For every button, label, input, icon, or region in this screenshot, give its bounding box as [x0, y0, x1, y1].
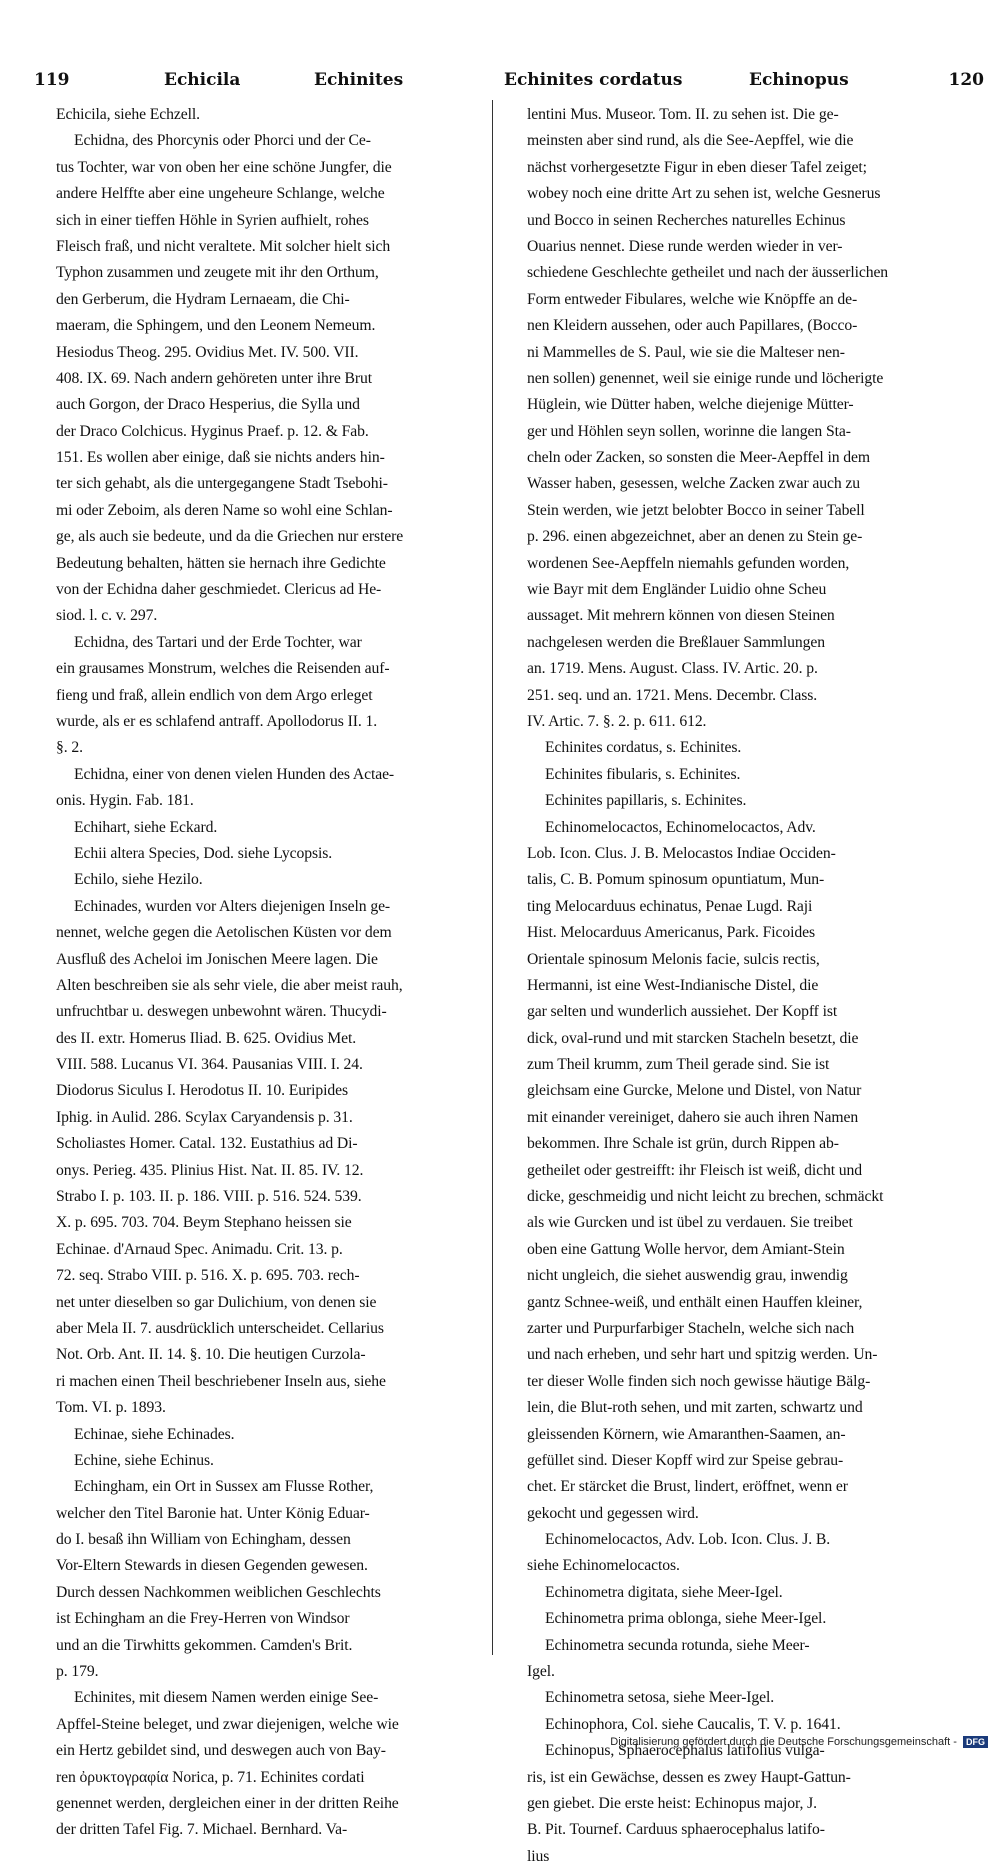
text-line: Echinites fibularis, s. Echinites. [545, 765, 741, 783]
text-line: aber Mela II. 7. ausdrücklich unterscheidet. Cellarius [56, 1319, 384, 1337]
text-line: Echinites papillaris, s. Echinites. [545, 792, 747, 810]
text-line: Scholiastes Homer. Catal. 132. Eustathius ad Di- [56, 1135, 358, 1153]
text-line: des II. extr. Homerus Iliad. B. 625. Ovidius Met. [56, 1029, 357, 1047]
text-line: ein grausames Monstrum, welches die Reisenden auf- [56, 660, 390, 678]
left-catchword-first: Echicila [164, 70, 241, 90]
text-line: ni Mammelles de S. Paul, wie sie die Malteser nen- [527, 343, 845, 361]
text-line: p. 179. [56, 1663, 99, 1681]
text-line: Echingham, ein Ort in Sussex am Flusse Rother, [74, 1478, 374, 1496]
text-line: oben eine Gattung Wolle hervor, dem Amiant-Stein [527, 1240, 845, 1258]
text-line: Echinades, wurden vor Alters diejenigen Inseln ge- [74, 897, 391, 915]
text-line: chet. Er stärcket die Brust, lindert, eröffnet, wenn er [527, 1478, 848, 1496]
text-line: do I. besaß ihn William von Echingham, dessen [56, 1531, 351, 1549]
text-line: Echilo, siehe Hezilo. [74, 871, 203, 889]
text-line: wobey noch eine dritte Art zu sehen ist, welche Gesnerus [527, 185, 881, 203]
text-line: als wie Gurcken und ist übel zu verdauen. Sie treibet [527, 1214, 853, 1232]
text-line: Echinomelocactos, Echinomelocactos, Adv. [545, 818, 816, 836]
text-line: der Draco Colchicus. Hyginus Praef. p. 12. & Fab. [56, 422, 369, 440]
text-line: ein Hertz gebildet sind, und deswegen auch von Bay- [56, 1742, 386, 1760]
text-line: nächst vorhergesetzte Figur in eben dieser Tafel zeiget; [527, 158, 867, 176]
text-line: Echinites cordatus, s. Echinites. [545, 739, 742, 757]
text-line: Orientale spinosum Melonis facie, sulcis rectis, [527, 950, 820, 968]
text-line: Echinometra digitata, siehe Meer-Igel. [545, 1583, 783, 1601]
text-line: Wasser haben, gesessen, welche Zacken zwar auch zu [527, 475, 861, 493]
text-line: Vor-Eltern Stewards in diesen Gegenden gewesen. [56, 1557, 368, 1575]
footer-credit-text: Digitalisierung gefördert durch die Deutsche Forschungsgemeinschaft - [610, 1736, 957, 1748]
dfg-logo: DFG [963, 1736, 988, 1748]
text-line: der dritten Tafel Fig. 7. Michael. Bernhard. Va- [56, 1821, 348, 1839]
text-line: Hesiodus Theog. 295. Ovidius Met. IV. 500. VII. [56, 343, 359, 361]
text-line: Echinometra prima oblonga, siehe Meer-Igel. [545, 1610, 827, 1628]
text-line: §. 2. [56, 739, 83, 757]
text-line: auch Gorgon, der Draco Hesperius, die Sylla und [56, 396, 360, 414]
text-line: cheln oder Zacken, so sonsten die Meer-Aepffel in dem [527, 449, 871, 467]
text-line: lius [527, 1847, 550, 1865]
text-line: talis, C. B. Pomum spinosum opuntiatum, Mun- [527, 871, 825, 889]
text-line: nen sollen) genennet, weil sie einige runde und löcherigte [527, 369, 884, 387]
text-line: welcher den Titel Baronie hat. Unter König Eduar- [56, 1504, 370, 1522]
text-line: zarter und Purpurfarbiger Stacheln, welche sich nach [527, 1319, 855, 1337]
text-line: den Gerberum, die Hydram Lernaeam, die Chi- [56, 290, 350, 308]
left-catchword-last: Echinites [314, 70, 404, 90]
text-line: ting Melocarduus echinatus, Penae Lugd. Raji [527, 897, 813, 915]
text-line: ist Echingham an die Frey-Herren von Windsor [56, 1610, 350, 1628]
text-line: Echinomelocactos, Adv. Lob. Icon. Clus. J. B. [545, 1531, 831, 1549]
text-line: Alten beschreiben sie als sehr viele, die aber meist rauh, [56, 976, 403, 994]
text-line: Echinites, mit diesem Namen werden einige See- [74, 1689, 379, 1707]
text-line: Typhon zusammen und zeugete mit ihr den Orthum, [56, 264, 379, 282]
text-line: Echidna, des Tartari und der Erde Tochter, war [74, 633, 362, 651]
running-header [34, 66, 984, 94]
text-line: VIII. 588. Lucanus VI. 364. Pausanias VIII. I. 24. [56, 1056, 363, 1074]
text-line: meinsten aber sind rund, als die See-Aepffel, wie die [527, 132, 854, 150]
text-line: getheilet oder gestreifft: ihr Fleisch ist weiß, dicht und [527, 1161, 863, 1179]
right-page-number: 120 [948, 70, 984, 90]
text-line: Echihart, siehe Eckard. [74, 818, 218, 836]
text-line: B. Pit. Tournef. Carduus sphaerocephalus latifo- [527, 1821, 825, 1839]
text-line: gantz Schnee-weiß, und enthält einen Hauffen kleiner, [527, 1293, 863, 1311]
text-line: Hermanni, ist eine West-Indianische Distel, die [527, 976, 819, 994]
text-line: von der Echidna daher geschmiedet. Clericus ad He- [56, 581, 382, 599]
text-line: X. p. 695. 703. 704. Beym Stephano heissen sie [56, 1214, 352, 1232]
text-line: gen giebet. Die erste heist: Echinopus major, J. [527, 1795, 817, 1812]
text-line: Tom. VI. p. 1893. [56, 1399, 166, 1417]
text-line: 408. IX. 69. Nach andern gehöreten unter ihre Brut [56, 369, 373, 387]
text-line: dicke, geschmeidig und nicht leicht zu brechen, schmäckt [527, 1188, 884, 1206]
text-line: Echinae, siehe Echinades. [74, 1425, 235, 1443]
text-line: ter dieser Wolle finden sich noch gewisse häutige Bälg- [527, 1372, 871, 1390]
text-line: 72. seq. Strabo VIII. p. 516. X. p. 695. 703. rech- [56, 1267, 360, 1285]
text-line: ter sich gehabt, als die untergegangene Stadt Tsebohi- [56, 475, 388, 493]
text-line: ger und Höhlen seyn sollen, worinne die langen Sta- [527, 422, 851, 440]
text-line: fieng und fraß, allein endlich von dem Argo erleget [56, 686, 373, 704]
text-line: ri machen einen Theil beschriebener Inseln aus, siehe [56, 1372, 386, 1390]
text-line: genennet werden, dergleichen einer in der dritten Reihe [56, 1795, 399, 1812]
text-line: mit einander vereiniget, dahero sie auch ihren Namen [527, 1108, 859, 1126]
text-line: p. 296. einen abgezeichnet, aber an denen zu Stein ge- [527, 528, 863, 546]
text-line: net unter dieselben so gar Dulichium, von denen sie [56, 1293, 377, 1311]
text-line: und nach erheben, und sehr hart und spitzig werden. Un- [527, 1346, 878, 1364]
text-line: ge, als auch sie bedeute, und da die Griechen nur erstere [56, 528, 404, 546]
text-line: Echinopus, Sphaerocephalus latifolius vulga- [545, 1742, 825, 1760]
text-line: 251. seq. und an. 1721. Mens. Decembr. Class. [527, 686, 818, 704]
text-line: Apffel-Steine beleget, und zwar diejenigen, welche wie [56, 1715, 399, 1733]
text-line: gekocht und gegessen wird. [527, 1504, 699, 1522]
text-line: nen Kleidern aussehen, oder auch Papillares, (Bocco- [527, 317, 858, 335]
text-line: Echicila, siehe Echzell. [56, 106, 200, 123]
text-line: Igel. [527, 1663, 555, 1681]
text-line: siod. l. c. v. 297. [56, 607, 158, 625]
text-line: onis. Hygin. Fab. 181. [56, 792, 194, 810]
text-line: an. 1719. Mens. August. Class. IV. Artic. 20. p. [527, 660, 818, 678]
text-line: gleissenden Körnern, wie Amaranthen-Saamen, an- [527, 1425, 846, 1443]
text-line: Echinometra setosa, siehe Meer-Igel. [545, 1689, 775, 1707]
text-line: IV. Artic. 7. §. 2. p. 611. 612. [527, 712, 707, 730]
text-line: nicht ungleich, die siehet auswendig grau, inwendig [527, 1267, 848, 1285]
text-line: lentini Mus. Museor. Tom. II. zu sehen ist. Die ge- [527, 106, 839, 123]
text-line: gefüllet sind. Dieser Kopff wird zur Speise gebrau- [527, 1451, 844, 1469]
text-line: mi oder Zeboim, als deren Name so wohl eine Schlan- [56, 501, 393, 519]
text-line: Fleisch fraß, und nicht veraltete. Mit solcher hielt sich [56, 237, 391, 255]
text-line: Form entweder Fibulares, welche wie Knöpffe an de- [527, 290, 858, 308]
text-line: Bedeutung behalten, hätten sie hernach ihre Gedichte [56, 554, 386, 572]
text-line: sich in einer tieffen Höhle in Syrien aufhielt, rohes [56, 211, 369, 229]
text-line: bekommen. Ihre Schale ist grün, durch Rippen ab- [527, 1135, 839, 1153]
text-line: gar selten und wunderlich aussiehet. Der Kopff ist [527, 1003, 838, 1021]
text-line: Echinometra secunda rotunda, siehe Meer- [545, 1636, 810, 1654]
text-line: gleichsam eine Gurcke, Melone und Distel, von Natur [527, 1082, 862, 1100]
text-line: onys. Perieg. 435. Plinius Hist. Nat. II. 85. IV. 12. [56, 1161, 364, 1179]
text-line: nennet, welche gegen die Aetolischen Küsten vor dem [56, 924, 392, 942]
text-line: maeram, die Sphingem, und den Leonem Nemeum. [56, 317, 376, 335]
text-line: Hüglein, wie Dütter haben, welche diejenige Mütter- [527, 396, 854, 414]
text-line: ris, ist ein Gewächse, dessen es zwey Haupt-Gattun- [527, 1768, 851, 1786]
text-line: Echidna, des Phorcynis oder Phorci und der Ce- [74, 132, 371, 150]
text-line: tus Tochter, war von oben her eine schöne Jungfer, die [56, 158, 392, 176]
text-line: Iphig. in Aulid. 286. Scylax Caryandensis p. 31. [56, 1108, 353, 1126]
text-line: wurde, als er es schlafend antraff. Apollodorus II. 1. [56, 712, 378, 730]
text-line: Lob. Icon. Clus. J. B. Melocastos Indiae Occiden- [527, 844, 836, 862]
right-catchword-first: Echinites cordatus [504, 70, 683, 90]
text-line: Diodorus Siculus I. Herodotus II. 10. Euripides [56, 1082, 349, 1100]
text-line: Echii altera Species, Dod. siehe Lycopsis. [74, 844, 333, 862]
left-page-number: 119 [34, 70, 70, 90]
text-line: Echine, siehe Echinus. [74, 1451, 214, 1469]
text-line: Echidna, einer von denen vielen Hunden des Actae- [74, 765, 395, 783]
text-line: unfruchtbar u. deswegen unbewohnt wären. Thucydi- [56, 1003, 387, 1021]
text-line: wordenen See-Aepffeln niemahls gefunden worden, [527, 554, 850, 572]
text-line: siehe Echinomelocactos. [527, 1557, 680, 1575]
text-line: ren ὀρυκτογραφία Norica, p. 71. Echinites cordati [56, 1768, 365, 1786]
text-line: 151. Es wollen aber einige, daß sie nichts anders hin- [56, 449, 385, 467]
text-line: Not. Orb. Ant. II. 14. §. 10. Die heutigen Curzola- [56, 1346, 366, 1364]
text-line: Echinae. d'Arnaud Spec. Animadu. Crit. 13. p. [56, 1240, 343, 1258]
text-line: Ausfluß des Acheloi im Jonischen Meere lagen. Die [56, 950, 378, 968]
text-line: andere Helffte aber eine ungeheure Schlange, welche [56, 185, 385, 203]
text-line: Ouarius nennet. Diese runde werden wieder in ver- [527, 237, 843, 255]
text-line: Hist. Melocarduus Americanus, Park. Ficoides [527, 924, 815, 942]
text-line: wie Bayr mit dem Engländer Luidio ohne Scheu [527, 581, 827, 599]
right-catchword-last: Echinopus [749, 70, 849, 90]
text-line: zum Theil krumm, zum Theil gerade sind. Sie ist [527, 1056, 830, 1074]
column-divider [492, 100, 493, 1655]
text-line: lein, die Blut-roth sehen, und mit zarten, schwartz und [527, 1399, 863, 1417]
text-line: Stein werden, wie jetzt belobter Bocco in seiner Tabell [527, 501, 865, 519]
text-line: Echinophora, Col. siehe Caucalis, T. V. p. 1641. [545, 1715, 841, 1733]
text-line: und an die Tirwhitts gekommen. Camden's Brit. [56, 1636, 353, 1654]
text-line: schiedene Geschlechte getheilet und nach der äusserlichen [527, 264, 889, 282]
text-line: nachgelesen werden die Breßlauer Sammlungen [527, 633, 826, 651]
text-line: aussaget. Mit mehrern können von diesen Steinen [527, 607, 835, 625]
digitization-footer [610, 1736, 988, 1748]
text-line: und Bocco in seinen Recherches naturelles Echinus [527, 211, 846, 229]
text-line: dick, oval-rund und mit starcken Stacheln besetzt, die [527, 1029, 859, 1047]
left-column [56, 102, 486, 1844]
text-line: Durch dessen Nachkommen weiblichen Geschlechts [56, 1583, 381, 1601]
right-column [527, 102, 979, 1870]
text-line: Strabo I. p. 103. II. p. 186. VIII. p. 516. 524. 539. [56, 1188, 362, 1206]
